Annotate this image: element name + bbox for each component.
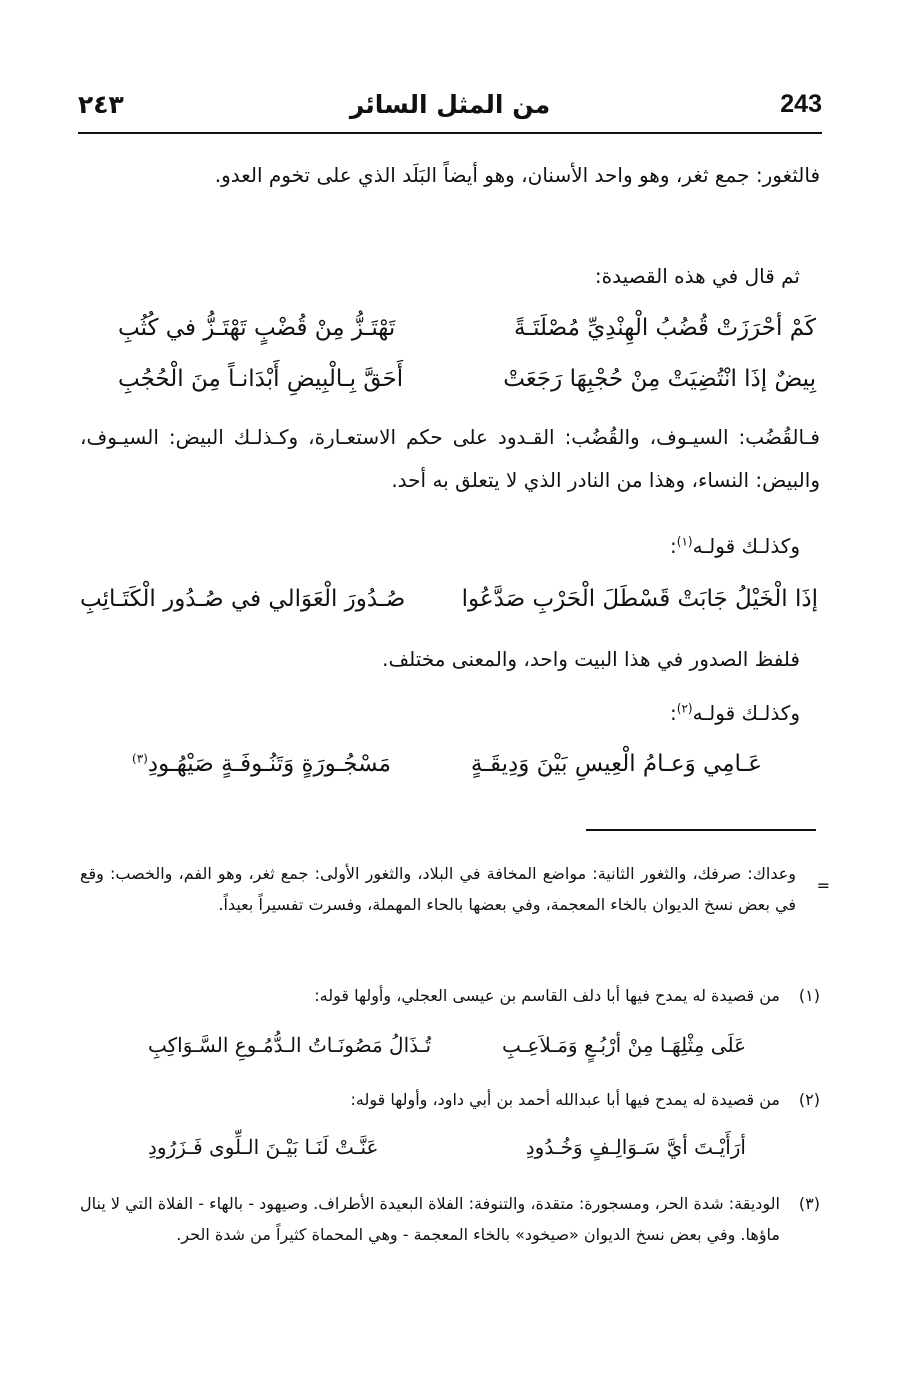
quote-1-text: وكذلـك قولـه [692, 534, 800, 558]
page-number-latin: 243 [780, 90, 822, 118]
verse-4-second-hemistich [132, 741, 391, 787]
paragraph-sudur: فلفظ الصدور في هذا البيت واحد، والمعنى مختلف. [382, 647, 800, 671]
fn1-verse-second-hemistich: تُـذَالُ مَصُونَـاتُ الـدُّمُـوعِ السَّـوَاكِبِ [148, 1033, 432, 1057]
footnote-continuation-marker: = [816, 876, 830, 895]
verse-line-1 [118, 305, 816, 351]
header-rule [78, 132, 822, 134]
fn2-verse-first-hemistich: أرَأَيْـتَ أيَّ سَـوَالِـفٍ وَخُـدُودِ [525, 1135, 746, 1159]
paragraph-qudub: فـالقُضُب: السيـوف، والقُضُب: القـدود على حكم الاستعـارة، وكـذلـك البيض: السيـوف، والبيض: النساء، وهذا من النادر الذي لا يتعلق به أحد. [80, 425, 820, 492]
footnote-3-marker: (٣) [798, 1194, 820, 1213]
running-title: من المثل السائر [349, 90, 551, 119]
paragraph-quote-2 [80, 692, 800, 735]
paragraph-intro-verses: ثم قال في هذه القصيدة: [594, 264, 800, 288]
footnote-1-verse [148, 1025, 746, 1065]
verse-4-first-hemistich: عَـامِي وَعـامُ الْعِيسِ بَيْنَ وَدِيقَـةٍ [470, 751, 762, 777]
footnote-separator [586, 829, 816, 831]
footnote-ref-2: (٢) [676, 701, 693, 716]
quote-1-colon: : [670, 534, 677, 558]
paragraph-thughur: فالثغور: جمع ثغر، وهو واحد الأسنان، وهو أيضاً البَلَد الذي على تخوم العدو. [214, 163, 820, 187]
verse-3-first-hemistich: إذَا الْخَيْلُ جَابَتْ قَسْطَلَ الْحَرْبِ صَدَّعُوا [461, 586, 818, 612]
quote-2-text: وكذلـك قولـه [692, 701, 800, 725]
fn1-verse-first-hemistich: عَلَى مِثْلِهَـا مِنْ أرْبُـعٍ وَمَـلاَعِـبِ [501, 1033, 746, 1057]
footnote-2-verse [148, 1127, 746, 1167]
verse-line-4 [132, 741, 762, 787]
paragraph-quote-1 [80, 525, 800, 568]
fn2-verse-second-hemistich: عَنَّـتْ لَنَـا بَيْـنَ الـلِّوى فَـزَرُودِ [148, 1135, 379, 1159]
verse-1-second-hemistich: تَهْتَـزُّ مِنْ قُضْبٍ تَهْتَـزُّ في كُثُبِ [118, 315, 396, 341]
footnote-2-marker: (٢) [798, 1090, 820, 1109]
quote-2-colon: : [670, 701, 677, 725]
verse-line-2 [118, 356, 816, 402]
verse-2-first-hemistich: بِيضٌ إذَا انْتُضِيَتْ مِنْ حُجْبِهَا رَجَعَتْ [503, 366, 816, 392]
verse-3-second-hemistich: صُـدُورَ الْعَوَالي في صُـدُور الْكَتَـائِبِ [80, 586, 406, 612]
footnote-2-text: من قصيدة له يمدح فيها أبا عبدالله أحمد بن أبي داود، وأولها قوله: [350, 1090, 780, 1109]
page-header [78, 90, 822, 126]
footnote-1-marker: (١) [798, 986, 820, 1005]
page-number-arabic: ٢٤٣ [78, 90, 124, 119]
footnote-1-text: من قصيدة له يمدح فيها أبا دلف القاسم بن عيسى العجلي، وأولها قوله: [314, 986, 780, 1005]
footnote-ref-1: (١) [676, 534, 693, 549]
verse-2-second-hemistich: أَحَقَّ بِـالْبِيضِ أَبْدَانـاً مِنَ الْحُجُبِ [118, 366, 404, 392]
footnote-3-text: الوديقة: شدة الحر، ومسجورة: متقدة، والتنوفة: الفلاة البعيدة الأطراف. وصيهود - بالهاء - الفلاة التي لا ينال ماؤها. وفي بعض نسخ الديوان «صيخود» بالخاء المعجمة - وهي المحماة كثيراً من شدة الحر. [80, 1194, 780, 1244]
verse-line-3 [80, 576, 818, 622]
verse-4-second-text: مَسْجُـورَةٍ وَتَنُـوفَـةٍ صَيْهُـودِ [147, 751, 391, 777]
footnote-ref-3: (٣) [132, 751, 148, 766]
footnote-continuation: وعداك: صرفك، والثغور الثانية: مواضع المخافة في البلاد، والثغور الأولى: جمع ثغر، وهو الفم، والخصب: وقع في بعض نسخ الديوان بالخاء المعجمة، وفي بعضها بالحاء المهملة، وفسرت تفسيراً بعيداً. [80, 864, 796, 914]
verse-1-first-hemistich: كَمْ أحْرَزَتْ قُضُبُ الْهِنْدِيِّ مُصْلَتَـةً [514, 315, 816, 341]
